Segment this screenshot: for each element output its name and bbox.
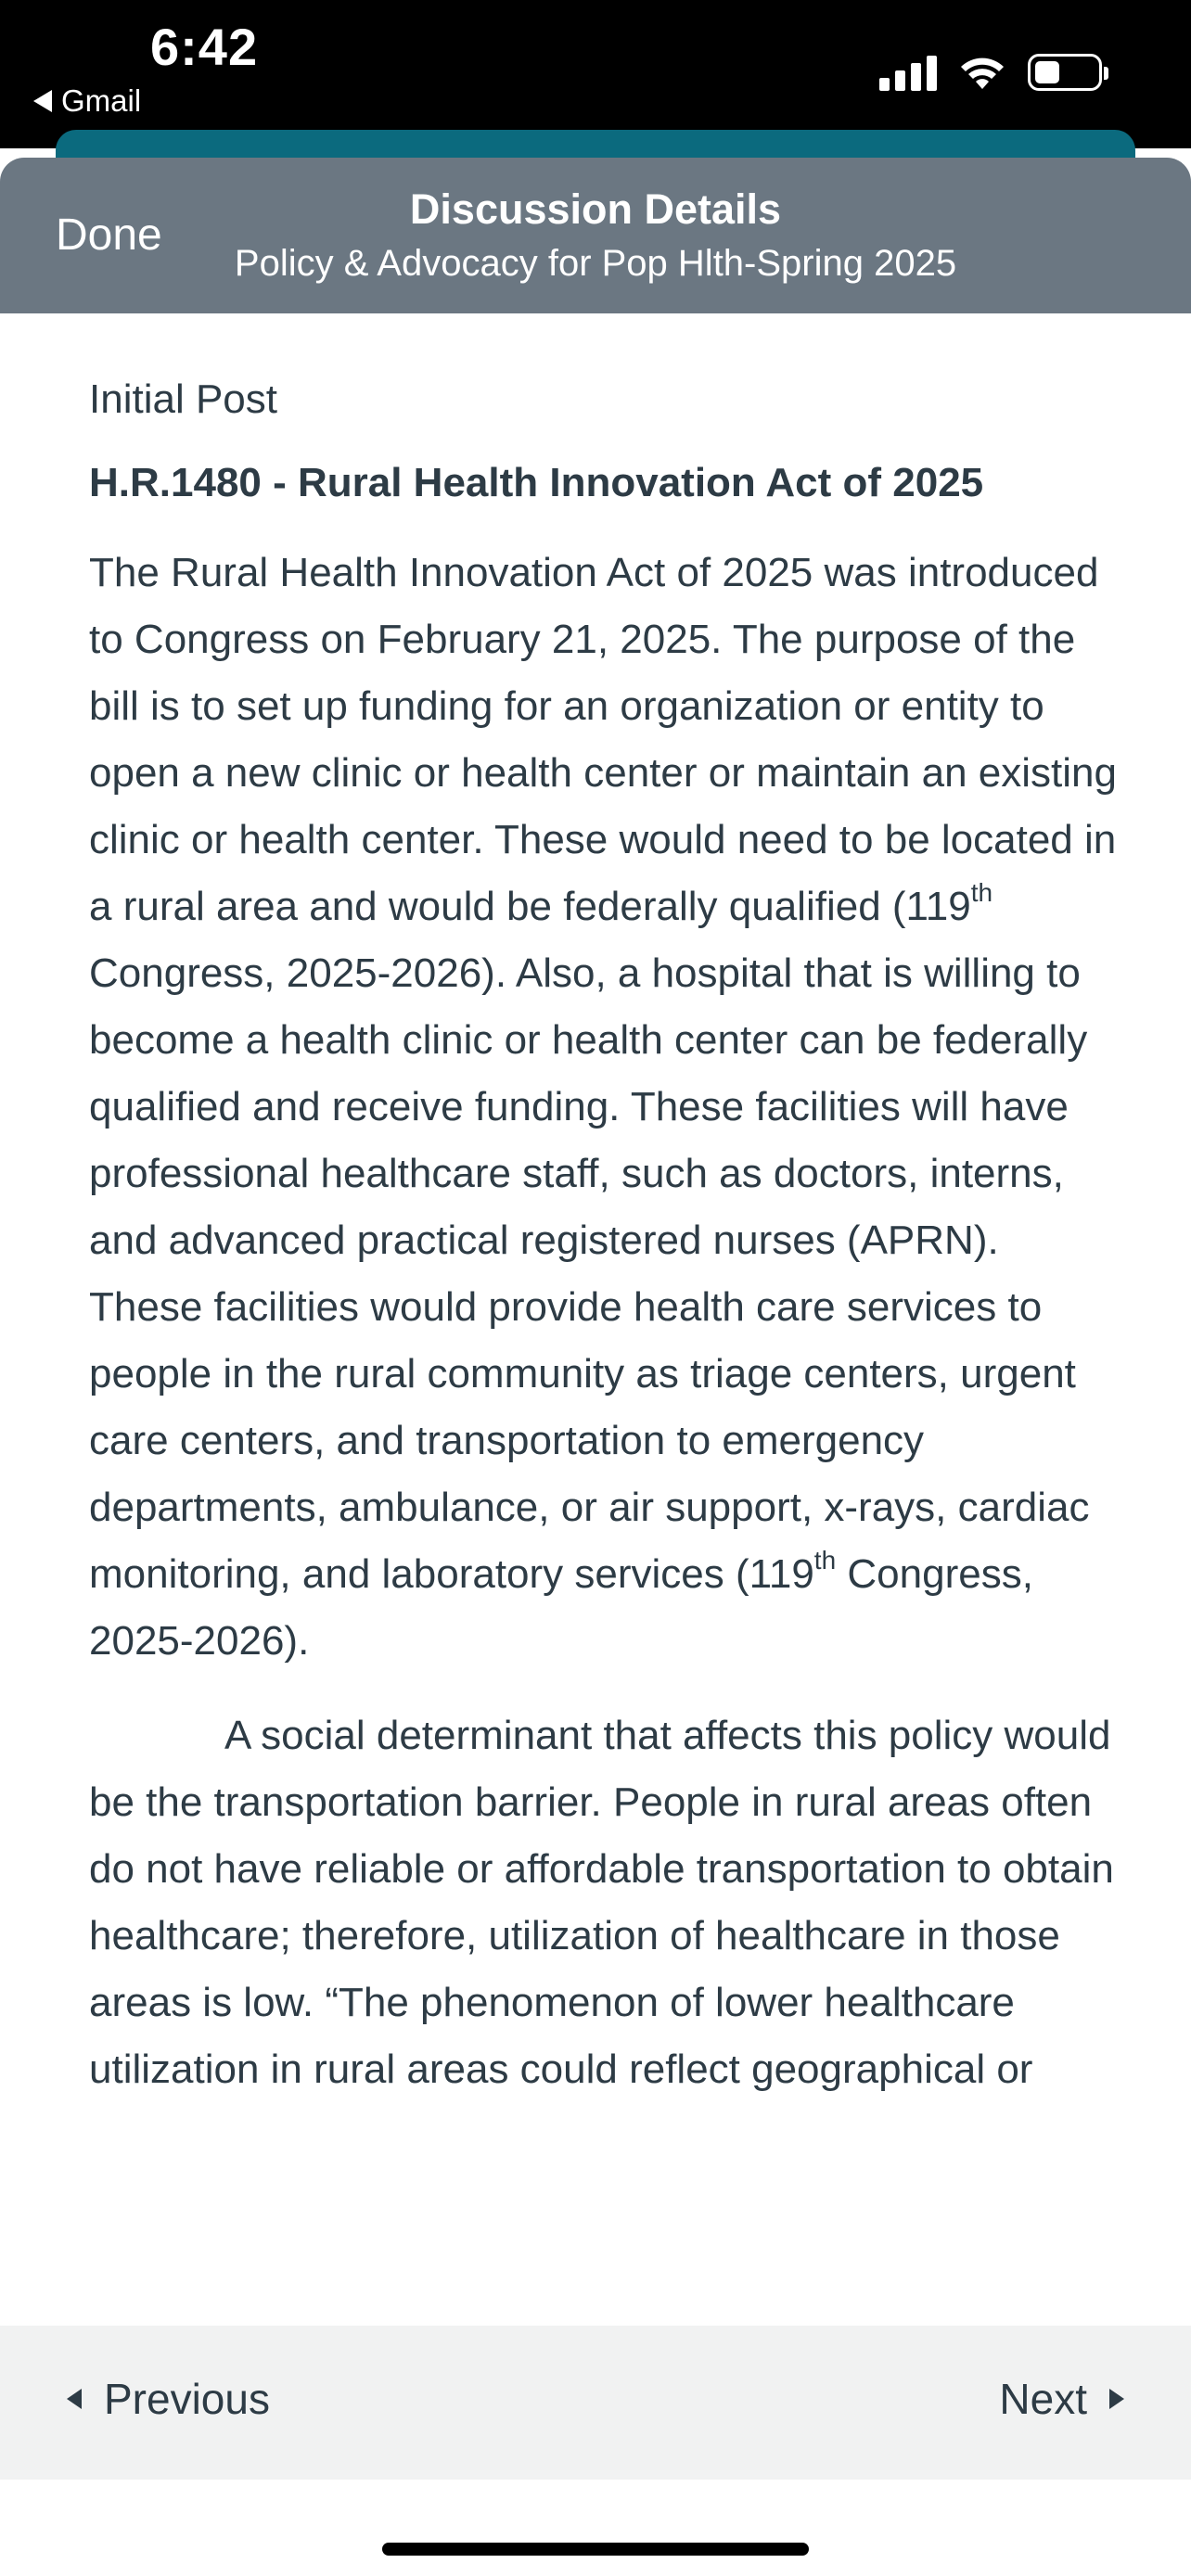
next-button[interactable] <box>999 2374 1124 2424</box>
wifi-icon <box>957 54 1007 91</box>
back-app-label: Gmail <box>61 83 142 118</box>
chevron-right-icon <box>1109 2389 1124 2409</box>
post-heading: H.R.1480 - Rural Health Innovation Act of 2025 <box>89 460 984 505</box>
back-to-gmail-button[interactable] <box>33 83 141 119</box>
section-label: Initial Post <box>89 376 277 422</box>
nav-header <box>0 158 1191 313</box>
signal-icon <box>879 56 937 91</box>
home-area <box>0 2480 1191 2576</box>
status-icons <box>879 45 1102 91</box>
post-paragraph-2: A social determinant that affects this policy would be the transportation barrier. People in rural areas often do not have reliable or affordable transportation to obtain healthcare; therefore, utilization of healthcare in those areas is low. “The phenomenon of lower healthcare utilization in rural areas could reflect geographical or <box>89 1713 1114 2092</box>
bottom-nav-bar <box>0 2326 1191 2480</box>
previous-button[interactable] <box>67 2374 270 2424</box>
course-subtitle: Policy & Advocacy for Pop Hlth-Spring 2025 <box>234 243 957 284</box>
page-title: Discussion Details <box>409 185 782 233</box>
back-arrow-icon <box>33 90 52 112</box>
discussion-content[interactable] <box>89 371 1119 2326</box>
home-indicator[interactable] <box>382 2543 809 2556</box>
done-button[interactable]: Done <box>56 210 162 260</box>
post-paragraph-1: The Rural Health Innovation Act of 2025 was introduced to Congress on February 21, 2025. The purpose of the bill is to set up funding for an organization or entity to open a new clinic or health center or maintain an existing clinic or health center. These would need to be located in a rural area and would be federally qualified (119th Congress, 2025-2026). Also, a hospital that is willing to become a health clinic or health center can be federally qualified and receive funding. These facilities will have professional healthcare staff, such as doctors, interns, and advanced practical registered nurses (APRN). These facilities would provide health care services to people in the rural community as triage centers, urgent care centers, and transportation to emergency departments, ambulance, or air support, x-rays, cardiac monitoring, and laboratory services (119th Congress, 2025-2026). <box>89 550 1117 1664</box>
status-time: 6:42 <box>150 18 259 76</box>
chevron-left-icon <box>67 2389 82 2409</box>
battery-icon <box>1028 54 1102 91</box>
status-bar <box>0 0 1191 148</box>
previous-label: Previous <box>104 2375 270 2423</box>
next-label: Next <box>999 2375 1087 2423</box>
